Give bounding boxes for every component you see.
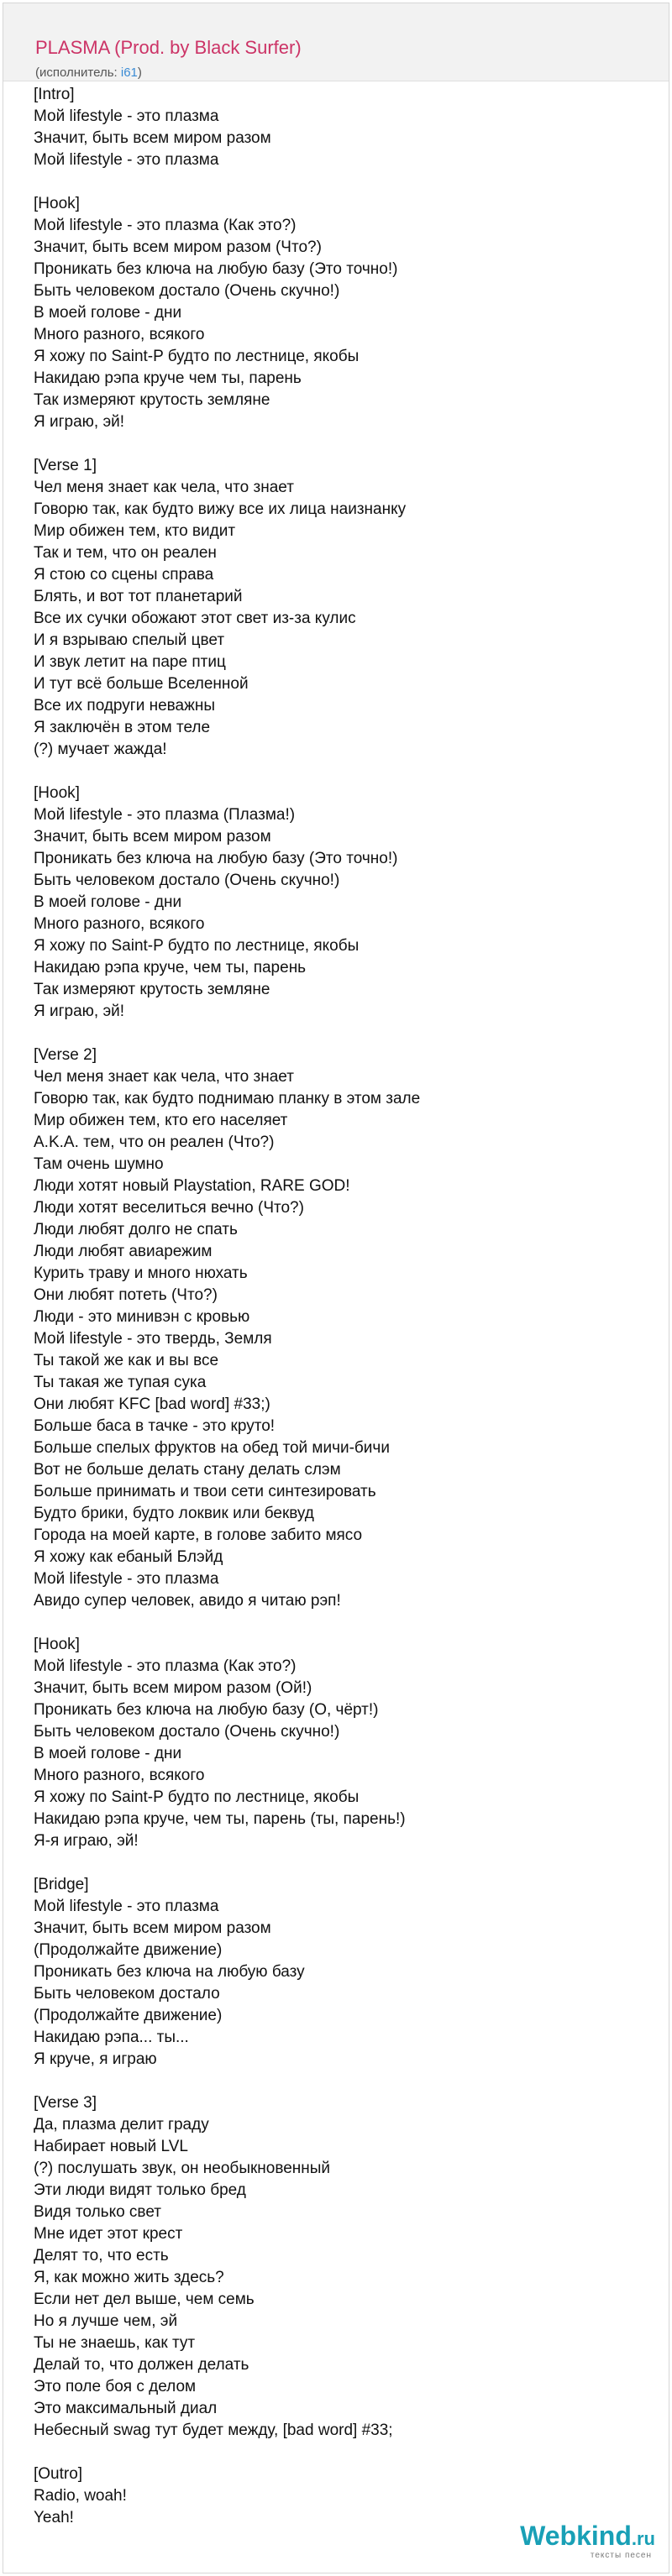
lyrics-line: Вот не больше делать стану делать слэм — [34, 1461, 341, 1479]
lyrics-line: Все их сучки обожают этот свет из-за кулис — [34, 610, 356, 627]
lyrics-line: Будто брики, будто локвик или беквуд — [34, 1505, 314, 1522]
lyrics-blank-line — [34, 433, 655, 455]
lyrics-line: Я хожу как ебаный Блэйд — [34, 1548, 223, 1566]
lyrics-line: Блять, и вот тот планетарий — [34, 588, 243, 605]
lyrics-line: Так и тем, что он реален — [34, 544, 217, 562]
lyrics-line: Эти люди видят только бред — [34, 2181, 246, 2199]
lyrics-line: Я хожу по Saint-P будто по лестнице, якобы — [34, 937, 360, 955]
lyrics-line: Все их подруги неважны — [34, 697, 215, 715]
logo-tld: .ru — [631, 2528, 655, 2549]
lyrics-line: Это поле боя с делом — [34, 2378, 197, 2395]
lyrics-line: Люди - это минивэн с кровью — [34, 1308, 250, 1326]
lyrics-line: Мне идет этот крест — [34, 2225, 183, 2243]
lyrics-line: Они любят KFC [bad word] #33;) — [34, 1395, 270, 1413]
lyrics-line: Говорю так, как будто вижу все их лица наизнанку — [34, 500, 407, 518]
lyrics-line: Мой lifestyle - это плазма (Как это?) — [34, 1657, 297, 1675]
lyrics-line: Говорю так, как будто поднимаю планку в этом зале — [34, 1090, 421, 1107]
lyrics-section-label: [Verse 2] — [34, 1046, 97, 1064]
lyrics-blank-line — [34, 2442, 655, 2463]
lyrics-line: Это максимальный диал — [34, 2400, 218, 2417]
lyrics-line: Больше спелых фруктов на обед той мичи-бичи — [34, 1439, 390, 1457]
lyrics-line: Набирает новый LVL — [34, 2138, 188, 2155]
artist-prefix: (исполнитель: — [35, 65, 121, 80]
lyrics-line: И я взрываю спелый цвет — [34, 631, 225, 649]
lyrics-line: Быть человеком достало (Очень скучно!) — [34, 282, 340, 300]
lyrics-line: Накидаю рэпа... ты... — [34, 2029, 189, 2046]
lyrics-line: Там очень шумно — [34, 1155, 164, 1173]
lyrics-section-label: [Hook] — [34, 1636, 80, 1653]
lyrics-blank-line — [34, 761, 655, 783]
logo-brand-name: Webkind — [520, 2521, 632, 2551]
lyrics-line: Проникать без ключа на любую базу — [34, 1963, 305, 1981]
lyrics-line: В моей голове - дни — [34, 304, 182, 322]
lyrics-line: И тут всё больше Вселенной — [34, 675, 249, 693]
lyrics-line: Люди хотят новый Playstation, RARE GOD! — [34, 1177, 350, 1195]
lyrics-line: Я круче, я играю — [34, 2050, 157, 2068]
lyrics-line: Много разного, всякого — [34, 326, 205, 343]
lyrics-line: Они любят потеть (Что?) — [34, 1286, 218, 1304]
site-logo[interactable] — [520, 2522, 655, 2560]
lyrics-line: В моей голове - дни — [34, 893, 182, 911]
lyrics-line: Yeah! — [34, 2509, 74, 2526]
lyrics-line: (?) мучает жажда! — [34, 741, 167, 758]
lyrics-section-label: [Hook] — [34, 195, 80, 212]
lyrics-line: Мой lifestyle - это твердь, Земля — [34, 1330, 272, 1348]
lyrics-line: Мой lifestyle - это плазма — [34, 107, 219, 125]
lyrics-line: Накидаю рэпа круче, чем ты, парень (ты, парень!) — [34, 1810, 406, 1828]
lyrics-line: Ты такая же тупая сука — [34, 1374, 207, 1391]
lyrics-line: A.K.A. тем, что он реален (Что?) — [34, 1134, 275, 1151]
lyrics-line: Значит, быть всем миром разом (Ой!) — [34, 1679, 312, 1697]
lyrics-line: Курить траву и много нюхать — [34, 1264, 248, 1282]
lyrics-line: Я стою со сцены справа — [34, 566, 214, 584]
lyrics-line: Быть человеком достало (Очень скучно!) — [34, 1723, 340, 1741]
lyrics-line: Я, как можно жить здесь? — [34, 2269, 224, 2286]
lyrics-line: Люди любят авиарежим — [34, 1243, 213, 1260]
lyrics-line: Я-я играю, эй! — [34, 1832, 139, 1850]
lyrics-blank-line — [34, 2071, 655, 2092]
lyrics-line: Я играю, эй! — [34, 1003, 125, 1020]
lyrics-line: Проникать без ключа на любую базу (Это точно!) — [34, 850, 398, 867]
artist-line — [35, 65, 142, 80]
lyrics-line: Видя только свет — [34, 2203, 161, 2221]
logo-tagline: тексты песен — [590, 2551, 652, 2560]
lyrics-line: Мир обижен тем, кто видит — [34, 522, 236, 540]
lyrics-line: Много разного, всякого — [34, 1767, 205, 1784]
lyrics-line: Мой lifestyle - это плазма — [34, 1898, 219, 1915]
lyrics-line: Больше принимать и твои сети синтезировать — [34, 1483, 376, 1500]
lyrics-line: Авидо супер человек, авидо я читаю рэп! — [34, 1592, 341, 1610]
lyrics-line: Значит, быть всем миром разом — [34, 1919, 271, 1937]
lyrics-line: Чел меня знает как чела, что знает — [34, 479, 294, 496]
lyrics-line: Проникать без ключа на любую базу (О, чёрт!) — [34, 1701, 379, 1719]
lyrics-line: Накидаю рэпа круче, чем ты, парень — [34, 959, 307, 976]
lyrics-line: Значит, быть всем миром разом — [34, 129, 271, 147]
lyrics-line: Я хожу по Saint-P будто по лестнице, якобы — [34, 348, 360, 365]
lyrics-line: Небесный swag тут будет между, [bad word] #33; — [34, 2422, 393, 2439]
song-title: PLASMA (Prod. by Black Surfer) — [35, 37, 302, 58]
lyrics-line: Мой lifestyle - это плазма (Плазма!) — [34, 806, 296, 824]
lyrics-section-label: [Verse 3] — [34, 2094, 97, 2112]
lyrics-line: Я играю, эй! — [34, 413, 125, 431]
lyrics-line: Проникать без ключа на любую базу (Это точно!) — [34, 260, 398, 278]
lyrics-section-label: [Outro] — [34, 2465, 83, 2483]
song-header — [3, 3, 669, 81]
lyrics-line: Делят то, что есть — [34, 2247, 169, 2264]
lyrics-section-label: [Bridge] — [34, 1876, 89, 1893]
lyrics-line: Так измеряют крутость земляне — [34, 391, 270, 409]
lyrics-line: Больше баса в тачке - это круто! — [34, 1417, 276, 1435]
lyrics-line: Делай то, что должен делать — [34, 2356, 249, 2374]
lyrics-blank-line — [34, 1023, 655, 1045]
lyrics-line: Быть человеком достало — [34, 1985, 220, 2003]
lyrics-section-label: [Intro] — [34, 86, 75, 103]
lyrics-line: В моей голове - дни — [34, 1745, 182, 1762]
lyrics-blank-line — [34, 171, 655, 193]
lyrics-line: Да, плазма делит граду — [34, 2116, 209, 2134]
lyrics-section-label: [Hook] — [34, 784, 80, 802]
lyrics-line: Но я лучше чем, эй — [34, 2312, 178, 2330]
lyrics-line: И звук летит на паре птиц — [34, 653, 226, 671]
lyrics-line: (Продолжайте движение) — [34, 1941, 223, 1959]
lyrics-line: Так измеряют крутость земляне — [34, 981, 270, 998]
lyrics-line: Мой lifestyle - это плазма (Как это?) — [34, 217, 297, 234]
lyrics-line: Если нет дел выше, чем семь — [34, 2291, 255, 2308]
lyrics-line: Я хожу по Saint-P будто по лестнице, якобы — [34, 1788, 360, 1806]
lyrics-line: Значит, быть всем миром разом (Что?) — [34, 238, 322, 256]
lyrics-line: Быть человеком достало (Очень скучно!) — [34, 872, 340, 889]
logo-brand — [520, 2522, 655, 2552]
lyrics-line: Значит, быть всем миром разом — [34, 828, 271, 846]
artist-link[interactable]: i61 — [120, 65, 138, 80]
lyrics-line: Мир обижен тем, кто его населяет — [34, 1112, 288, 1129]
lyrics-line: Ты не знаешь, как тут — [34, 2334, 196, 2352]
lyrics-line: Ты такой же как и вы все — [34, 1352, 219, 1369]
lyrics-line: Мой lifestyle - это плазма — [34, 151, 219, 169]
lyrics-blank-line — [34, 1612, 655, 1634]
artist-suffix: ) — [137, 65, 142, 80]
lyrics-line: (?) послушать звук, он необыкновенный — [34, 2160, 331, 2177]
lyrics-line: Много разного, всякого — [34, 915, 205, 933]
lyrics-text — [34, 84, 655, 2529]
lyrics-line: Radio, woah! — [34, 2487, 127, 2505]
lyrics-line: Города на моей карте, в голове забито мясо — [34, 1526, 363, 1544]
lyrics-line: Люди хотят веселиться вечно (Что?) — [34, 1199, 304, 1217]
lyrics-line: Мой lifestyle - это плазма — [34, 1570, 219, 1588]
lyrics-line: Накидаю рэпа круче чем ты, парень — [34, 369, 302, 387]
lyrics-line: Я заключён в этом теле — [34, 719, 211, 736]
lyrics-line: Люди любят долго не спать — [34, 1221, 238, 1238]
lyrics-line: Чел меня знает как чела, что знает — [34, 1068, 294, 1086]
lyrics-section-label: [Verse 1] — [34, 457, 97, 474]
lyrics-line: (Продолжайте движение) — [34, 2007, 223, 2024]
lyrics-blank-line — [34, 1852, 655, 1874]
